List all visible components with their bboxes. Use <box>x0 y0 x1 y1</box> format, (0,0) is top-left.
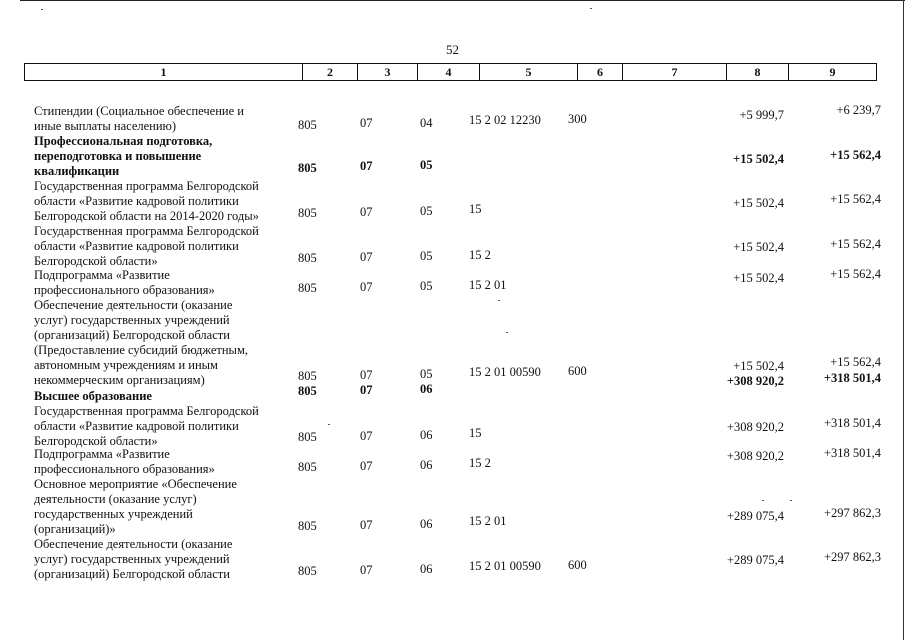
cell-sum-col9: +297 862,3 <box>823 550 881 564</box>
scan-speck <box>790 500 792 501</box>
row-description: Подпрограмма «Развитие профессионального образования» <box>34 447 215 476</box>
scan-speck <box>41 9 43 10</box>
cell-rz: 07 <box>360 250 373 264</box>
scan-speck <box>590 8 592 9</box>
cell-rz: 07 <box>360 383 373 397</box>
cell-csr: 15 2 01 00590 <box>469 559 541 573</box>
cell-ved: 805 <box>298 281 317 295</box>
cell-sum-col9: +318 501,4 <box>823 416 881 430</box>
cell-sum-col8: +308 920,2 <box>726 374 784 388</box>
cell-pr: 04 <box>420 116 433 130</box>
cell-sum-col9: +15 562,4 <box>830 267 881 281</box>
cell-sum-col8: +15 502,4 <box>733 271 784 285</box>
scan-speck <box>328 424 330 425</box>
cell-pr: 06 <box>420 517 433 531</box>
cell-ved: 805 <box>298 118 317 132</box>
cell-rz: 07 <box>360 205 373 219</box>
header-cell: 6 <box>578 64 623 80</box>
cell-ved: 805 <box>298 460 317 474</box>
cell-csr: 15 2 01 00590 <box>469 365 541 379</box>
cell-rz: 07 <box>360 429 373 443</box>
cell-sum-col8: +15 502,4 <box>733 359 784 373</box>
header-cell: 5 <box>480 64 578 80</box>
cell-sum-col9: +318 501,4 <box>823 371 881 385</box>
cell-csr: 15 <box>469 426 482 440</box>
cell-rz: 07 <box>360 368 373 382</box>
cell-sum-col8: +15 502,4 <box>733 196 784 210</box>
row-description: Профессиональная подготовка, переподготовка и повышение квалификации <box>34 134 213 178</box>
cell-ved: 805 <box>298 251 317 265</box>
table-header-row <box>24 63 877 81</box>
cell-ved: 805 <box>298 430 317 444</box>
cell-pr: 05 <box>420 367 433 381</box>
cell-pr: 06 <box>420 562 433 576</box>
row-description: Подпрограмма «Развитие профессионального образования» <box>34 268 215 297</box>
row-description: Основное мероприятие «Обеспечение деятельности (оказание услуг) государственных учреждений (организаций)» <box>34 477 237 536</box>
cell-csr: 15 2 01 <box>469 514 507 528</box>
cell-sum-col9: +15 562,4 <box>830 237 881 251</box>
scan-speck <box>506 332 508 333</box>
cell-rz: 07 <box>360 116 373 130</box>
header-cell: 7 <box>623 64 727 80</box>
cell-pr: 06 <box>420 382 433 396</box>
row-description: Стипендии (Социальное обеспечение и иные выплаты населению) <box>34 104 244 133</box>
header-cell: 2 <box>303 64 358 80</box>
cell-ved: 805 <box>298 161 317 175</box>
scan-speck <box>762 500 764 501</box>
cell-pr: 05 <box>420 204 433 218</box>
cell-sum-col8: +5 999,7 <box>739 108 784 122</box>
cell-pr: 05 <box>420 158 433 172</box>
row-description: Государственная программа Белгородской области «Развитие кадровой политики Белгородской области на 2014-2020 годы» <box>34 179 259 223</box>
cell-sum-col8: +308 920,2 <box>726 449 784 463</box>
scan-speck <box>498 300 500 301</box>
header-cell: 9 <box>829 65 836 79</box>
cell-vr: 600 <box>568 364 587 378</box>
page-number: 52 <box>446 42 459 57</box>
cell-sum-col8: +15 502,4 <box>733 152 784 166</box>
cell-pr: 05 <box>420 249 433 263</box>
cell-csr: 15 2 <box>469 456 491 470</box>
cell-sum-col8: +308 920,2 <box>726 420 784 434</box>
cell-pr: 06 <box>420 428 433 442</box>
cell-rz: 07 <box>360 280 373 294</box>
page-right-edge <box>903 0 904 640</box>
header-cell: 1 <box>25 64 303 80</box>
header-cell: 8 <box>727 64 789 80</box>
cell-sum-col9: +318 501,4 <box>823 446 881 460</box>
cell-sum-col9: +6 239,7 <box>836 103 881 117</box>
cell-csr: 15 2 01 <box>469 278 507 292</box>
header-cell: 3 <box>358 64 418 80</box>
cell-ved: 805 <box>298 384 317 398</box>
row-description: Обеспечение деятельности (оказание услуг) государственных учреждений (организаций) Белгородской области <box>34 537 233 581</box>
row-description: Высшее образование <box>34 389 152 403</box>
cell-sum-col9: +297 862,3 <box>823 506 881 520</box>
row-description: Обеспечение деятельности (оказание услуг) государственных учреждений (организаций) Белгородской области (Предоставление субсидий бюджетным, автономным учреждениям и иным некоммерческим организациям) <box>34 298 248 387</box>
cell-ved: 805 <box>298 369 317 383</box>
cell-csr: 15 2 <box>469 248 491 262</box>
cell-rz: 07 <box>360 459 373 473</box>
header-cell: 4 <box>418 64 480 80</box>
cell-pr: 06 <box>420 458 433 472</box>
cell-ved: 805 <box>298 564 317 578</box>
cell-pr: 05 <box>420 279 433 293</box>
cell-csr: 15 2 02 12230 <box>469 113 541 127</box>
cell-csr: 15 <box>469 202 482 216</box>
cell-rz: 07 <box>360 563 373 577</box>
cell-ved: 805 <box>298 519 317 533</box>
cell-sum-col8: +15 502,4 <box>733 240 784 254</box>
page-top-edge <box>20 0 905 1</box>
cell-rz: 07 <box>360 518 373 532</box>
cell-vr: 300 <box>568 112 587 126</box>
cell-sum-col9: +15 562,4 <box>830 355 881 369</box>
row-description: Государственная программа Белгородской области «Развитие кадровой политики Белгородской области» <box>34 404 259 448</box>
cell-ved: 805 <box>298 206 317 220</box>
row-description: Государственная программа Белгородской области «Развитие кадровой политики Белгородской области» <box>34 224 259 268</box>
cell-sum-col9: +15 562,4 <box>830 148 881 162</box>
cell-sum-col8: +289 075,4 <box>726 553 784 567</box>
cell-sum-col9: +15 562,4 <box>830 192 881 206</box>
cell-vr: 600 <box>568 558 587 572</box>
cell-sum-col8: +289 075,4 <box>726 509 784 523</box>
cell-rz: 07 <box>360 159 373 173</box>
